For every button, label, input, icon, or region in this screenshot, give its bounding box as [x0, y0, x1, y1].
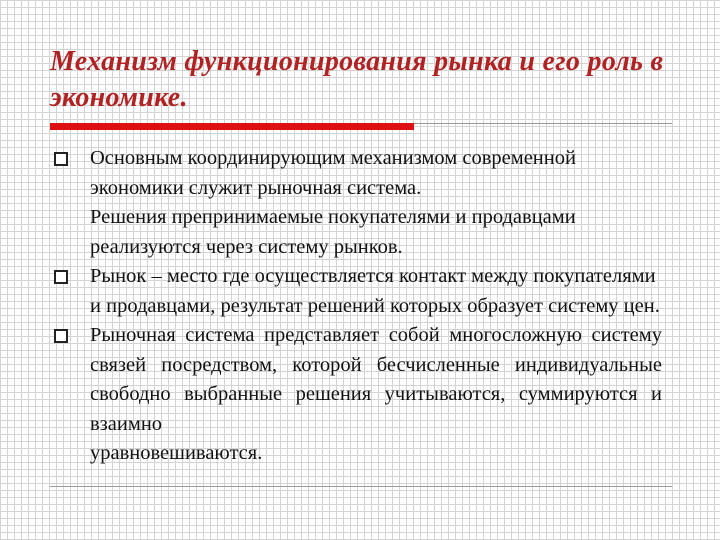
square-bullet-icon [54, 152, 68, 166]
bottom-rule [50, 486, 672, 487]
bullet-text: Рыночная система представляет собой многосложную систему связей посредством, которой бесчисленные индивидуальные свободно выбранные решения учитываются, суммируются и взаимно [90, 324, 662, 435]
bullet-text: Решения препринимаемые покупателями и продавцами реализуются через систему рынков. [90, 206, 576, 258]
slide-title: Механизм функционирования рынка и его роль в экономике. [50, 46, 664, 113]
title-underline-accent [50, 123, 414, 130]
bullet-item [50, 262, 662, 321]
square-bullet-icon [54, 270, 68, 284]
bullet-item [50, 321, 662, 469]
bullet-item [50, 144, 662, 262]
bullet-text: уравновешиваются. [90, 442, 263, 464]
bullet-text: Основным координирующим механизмом современной экономики служит рыночная система. [90, 147, 576, 199]
square-bullet-icon [54, 329, 68, 343]
bullet-list [50, 144, 662, 469]
bullet-text: Рынок – место где осуществляется контакт между покупателями и продавцами, результат решений которых образует систему цен. [90, 265, 660, 317]
